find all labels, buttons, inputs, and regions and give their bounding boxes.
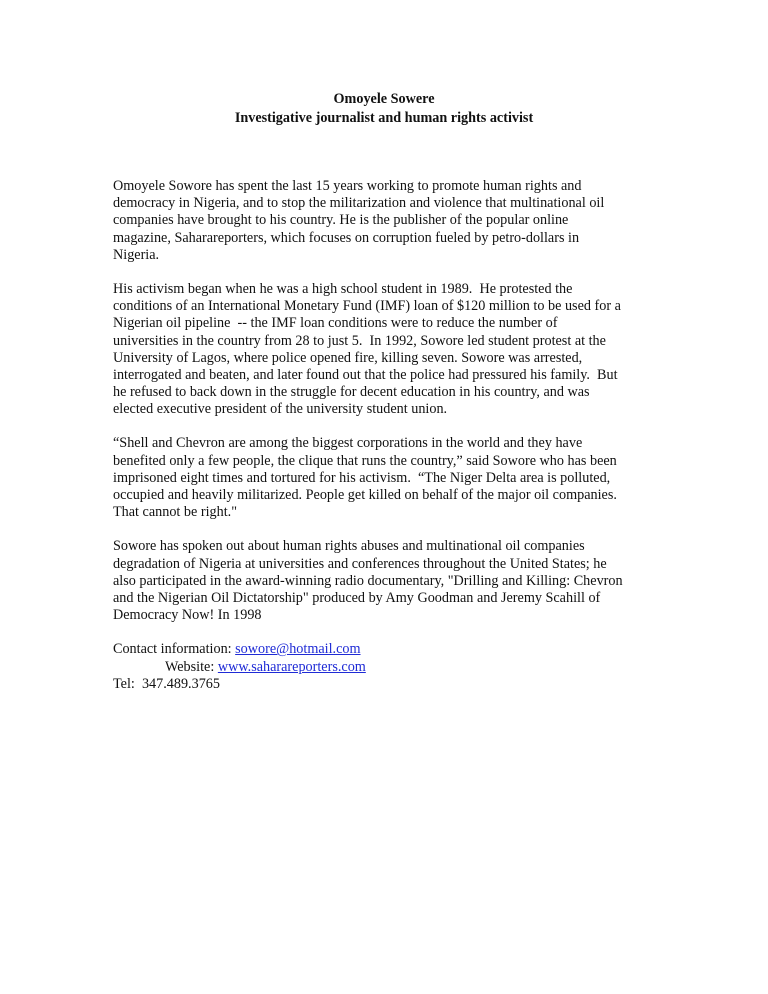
text-line: imprisoned eight times and tortured for his activism. “The Niger Delta area is polluted, [113, 469, 611, 486]
contact-email-line [113, 641, 661, 658]
text-line: That cannot be right." [113, 504, 237, 521]
website-link[interactable]: www.saharareporters.com [217, 658, 366, 675]
text-line: University of Lagos, where police opened fire, killing seven. Sowore was arrested, [113, 349, 583, 366]
text-line: elected executive president of the university student union. [113, 401, 448, 418]
text-line: Nigerian oil pipeline -- the IMF loan conditions were to reduce the number of [113, 315, 558, 332]
text-line: His activism began when he was a high school student in 1989. He protested the [113, 280, 573, 297]
text-line: democracy in Nigeria, and to stop the militarization and violence that multinational oil [113, 195, 605, 212]
text-line: Omoyele Sowore has spent the last 15 years working to promote human rights and [113, 178, 582, 194]
text-line: conditions of an International Monetary Fund (IMF) loan of $120 million to be used for a [113, 298, 621, 315]
text-line: Sowore has spoken out about human rights abuses and multinational oil companies [113, 538, 585, 555]
email-link[interactable]: sowore@hotmail.com [235, 641, 361, 658]
contact-label: Contact information: [113, 641, 236, 658]
text-line: benefited only a few people, the clique that runs the country,” said Sowore who has been [113, 452, 617, 469]
website-line [113, 659, 661, 676]
text-line: degradation of Nigeria at universities and conferences throughout the United States; he [113, 555, 607, 572]
website-label: Website: [165, 658, 218, 675]
text-line: “Shell and Chevron are among the biggest corporations in the world and they have [113, 435, 583, 452]
text-line: Democracy Now! In 1998 [113, 607, 262, 624]
text-line: interrogated and beaten, and later found out that the police had pressured his family. But [113, 366, 618, 383]
person-name: Omoyele Sowere [333, 91, 435, 107]
text-line: universities in the country from 28 to just 5. In 1992, Sowore led student protest at the [113, 332, 606, 349]
paragraph-quote [113, 435, 661, 521]
paragraph-intro [113, 178, 661, 264]
text-line: Nigeria. [113, 246, 160, 263]
text-line: he refused to back down in the struggle for decent education in his country, and was [113, 384, 590, 401]
person-title: Investigative journalist and human rights activist [234, 110, 534, 126]
paragraph-speaking [113, 538, 661, 624]
text-line: also participated in the award-winning radio documentary, "Drilling and Killing: Chevron [113, 572, 623, 589]
document-body [113, 178, 661, 693]
paragraph-activism [113, 281, 661, 419]
text-line: magazine, Saharareporters, which focuses on corruption fueled by petro-dollars in [113, 229, 580, 246]
text-line: occupied and heavily militarized. People get killed on behalf of the major oil companies. [113, 487, 617, 503]
text-line: companies have brought to his country. He is the publisher of the popular online [113, 212, 569, 229]
contact-block [113, 641, 661, 693]
phone-line: Tel: 347.489.3765 [113, 675, 220, 692]
text-line: and the Nigerian Oil Dictatorship" produced by Amy Goodman and Jeremy Scahill of [113, 589, 601, 606]
document-header [0, 90, 768, 128]
